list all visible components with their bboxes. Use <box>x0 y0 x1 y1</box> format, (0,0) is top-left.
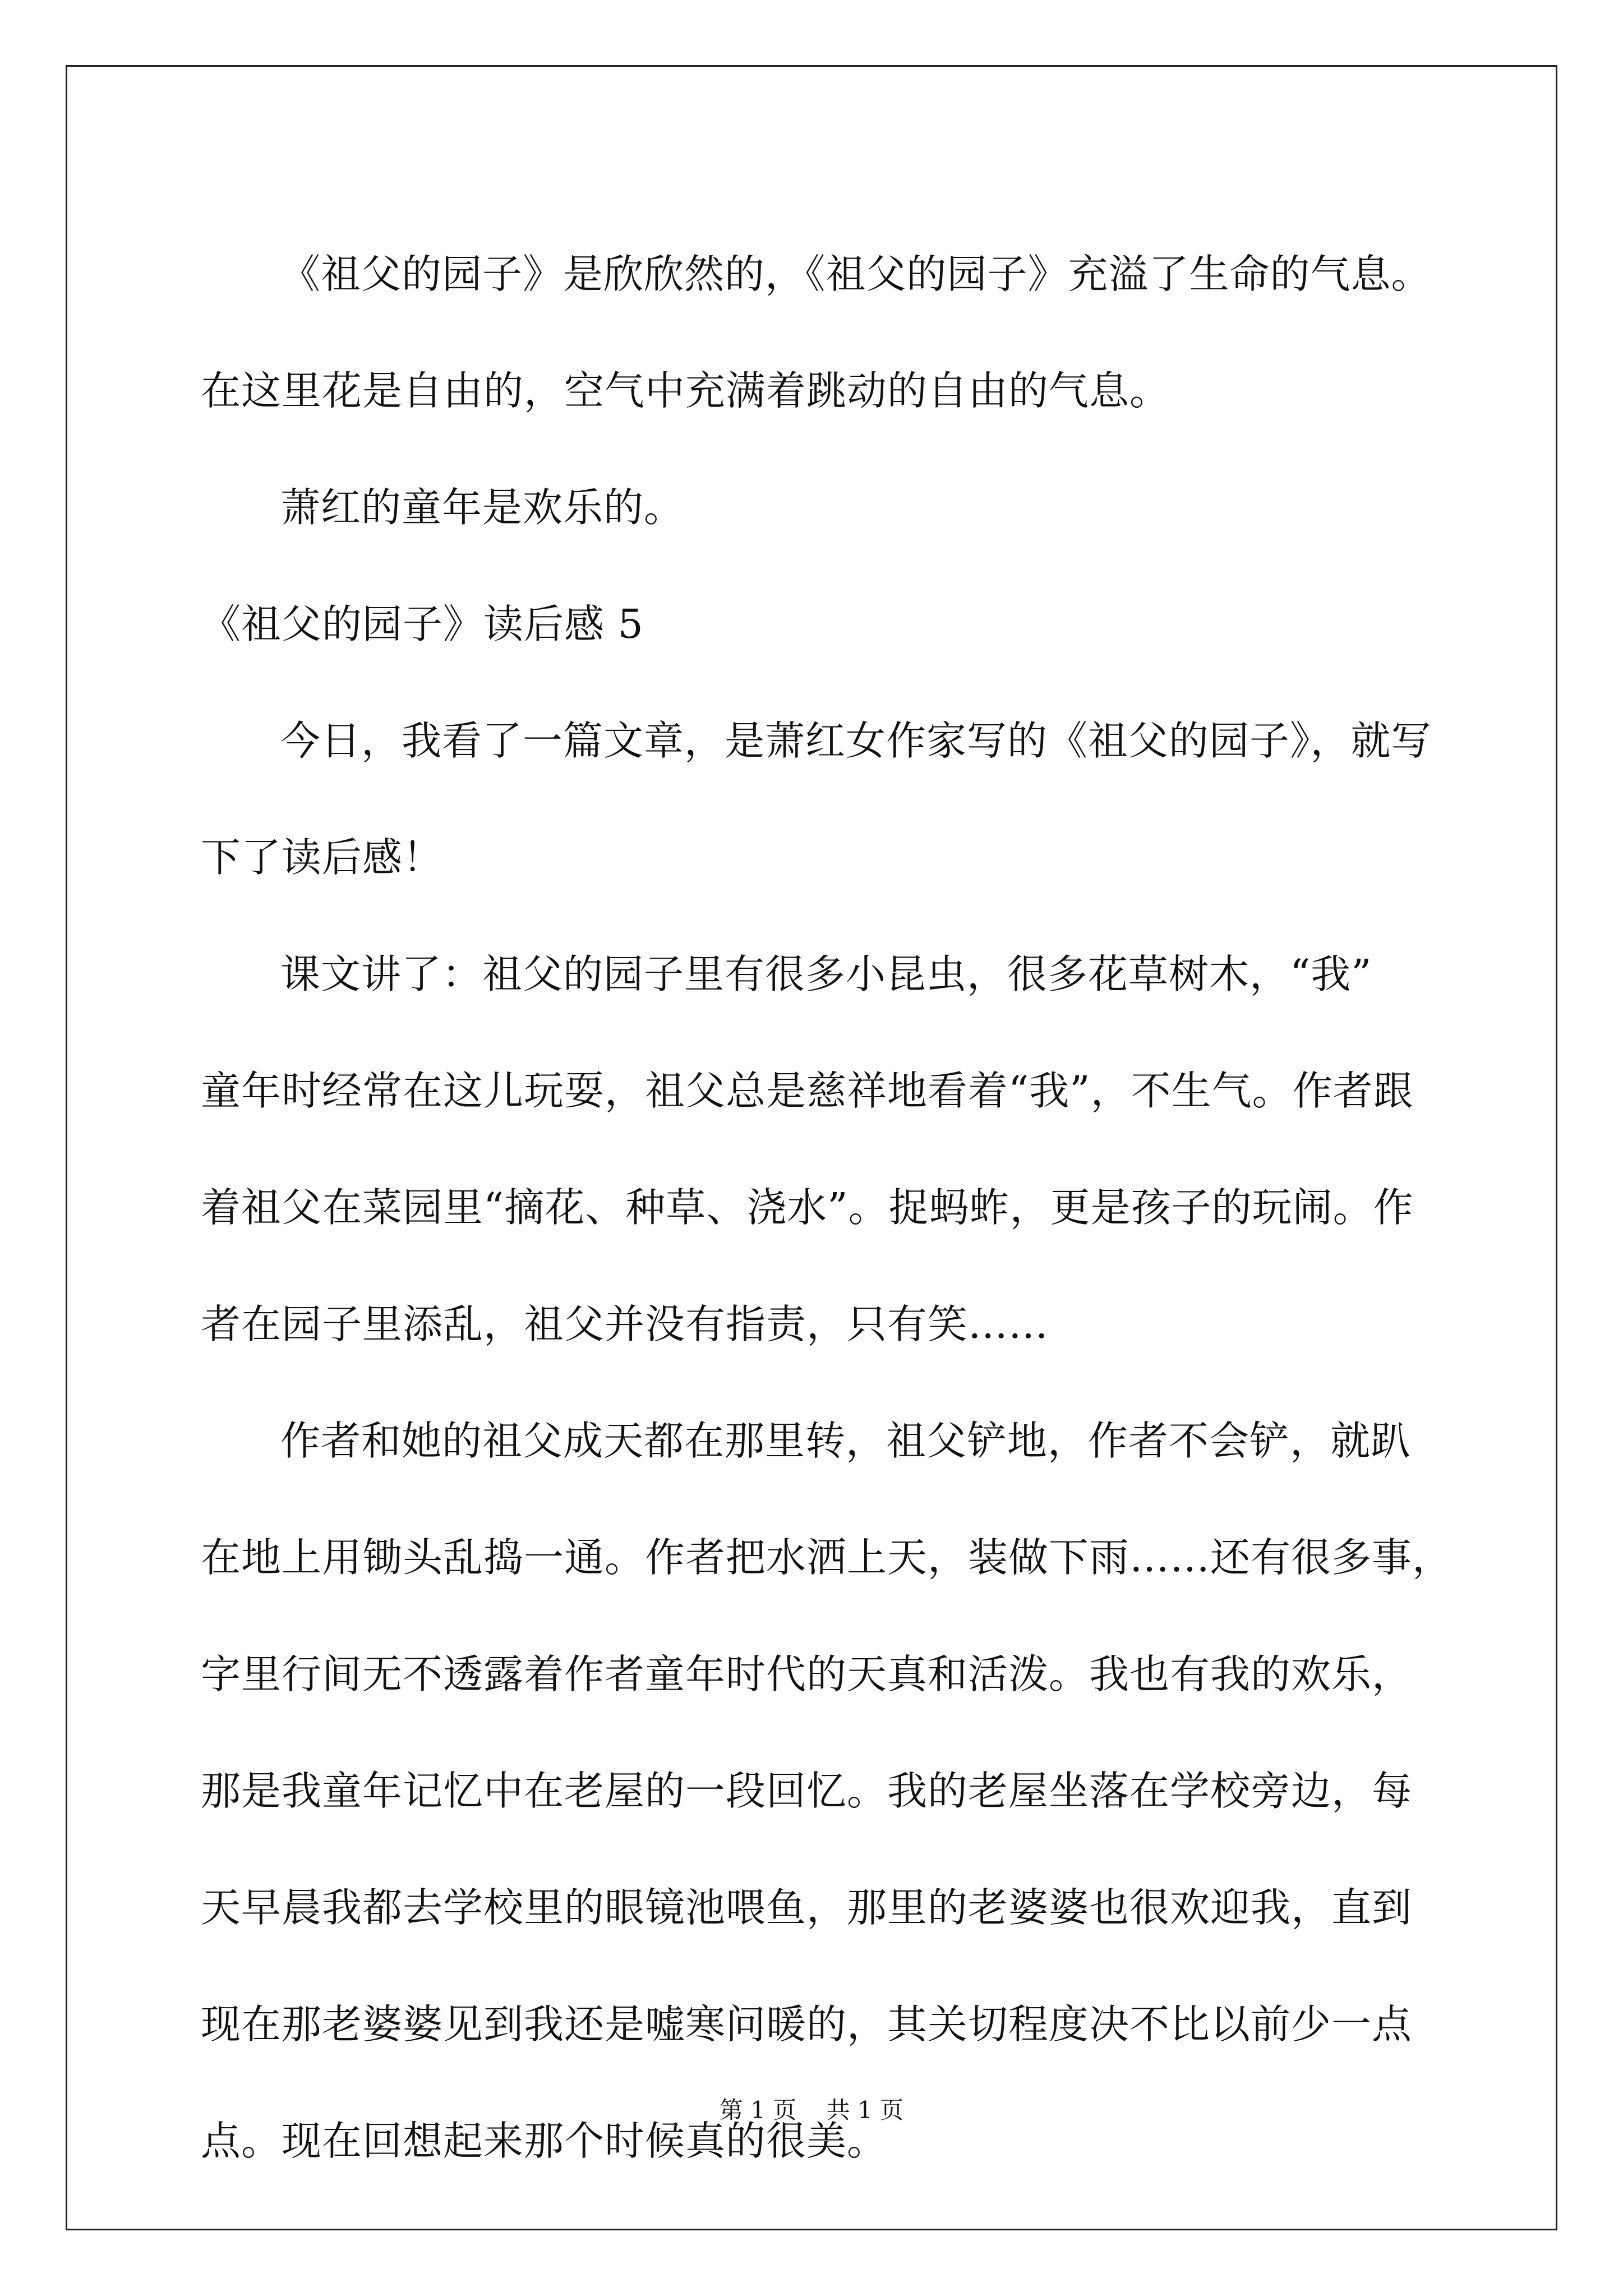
text-line: 现在那老婆婆见到我还是嘘寒问暖的，其关切程度决不比以前少一点 <box>201 2001 1413 2047</box>
page-footer <box>0 2093 1623 2127</box>
section-heading: 《祖父的园子》读后感 5 <box>201 601 644 647</box>
text-line: 萧红的童年是欢乐的。 <box>280 484 685 531</box>
text-line: 在这里花是自由的，空气中充满着跳动的自由的气息。 <box>201 367 1170 414</box>
text-line: 《祖父的园子》是欣欣然的，《祖父的园子》充溢了生命的气息。 <box>280 251 1432 297</box>
text-line: 者在园子里添乱，祖父并没有指责，只有笑…… <box>201 1301 1049 1347</box>
page-number-total: 共 1 页 <box>826 2096 904 2124</box>
text-line: 作者和她的祖父成天都在那里转，祖父铲地，作者不会铲，就趴 <box>280 1418 1412 1464</box>
text-line: 童年时经常在这儿玩耍，祖父总是慈祥地看着“我”，不生气。作者跟 <box>201 1068 1414 1114</box>
text-line: 着祖父在菜园里“摘花、种草、浇水”。捉蚂蚱，更是孩子的玩闹。作 <box>201 1184 1414 1231</box>
text-line: 字里行间无不透露着作者童年时代的天真和活泼。我也有我的欢乐， <box>201 1651 1413 1697</box>
page-number-current: 第 1 页 <box>719 2096 797 2124</box>
text-line: 点。现在回想起来那个时候真的很美。 <box>201 2118 888 2164</box>
text-line: 那是我童年记忆中在老屋的一段回忆。我的老屋坐落在学校旁边，每 <box>201 1768 1413 1814</box>
text-line: 今日，我看了一篇文章，是萧红女作家写的《祖父的园子》，就写 <box>280 717 1432 764</box>
text-line: 下了读后感！ <box>201 834 444 881</box>
text-line: 在地上用锄头乱捣一通。作者把水洒上天，装做下雨……还有很多事， <box>201 1534 1453 1581</box>
text-line: 课文讲了：祖父的园子里有很多小昆虫，很多花草树木，“我” <box>280 951 1372 997</box>
document-body <box>201 216 1491 2200</box>
text-line: 天早晨我都去学校里的眼镜池喂鱼，那里的老婆婆也很欢迎我，直到 <box>201 1884 1413 1931</box>
